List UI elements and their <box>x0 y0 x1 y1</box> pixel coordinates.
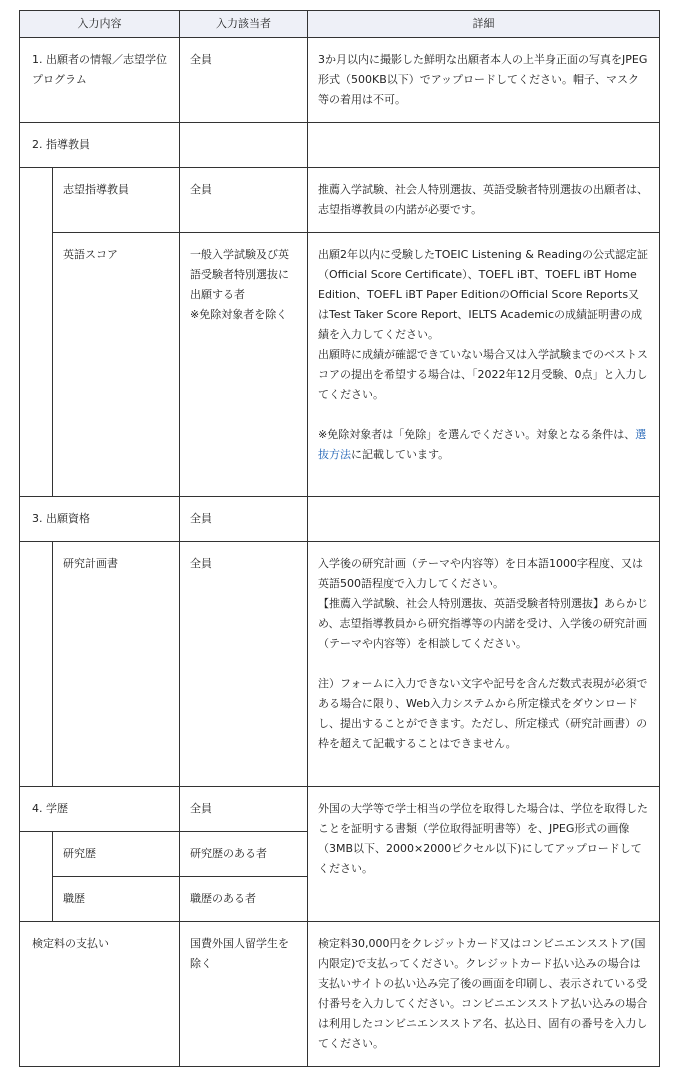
detail-cell <box>308 497 660 542</box>
target-cell: 全員 <box>180 787 308 832</box>
table-header-row <box>20 11 660 38</box>
table-row <box>20 922 660 1067</box>
header-target: 入力該当者 <box>180 11 308 38</box>
table-row <box>20 38 660 123</box>
item-education: 4. 学歴 <box>20 787 180 832</box>
indent-spacer <box>20 168 53 233</box>
detail-cell <box>308 233 660 497</box>
research-plan-detail-2: 【推薦入学試験、社会人特別選抜、英語受験者特別選抜】あらかじめ、志望指導教員から研究指導等の内諾を受け、入学後の研究計画（テーマや内容等）を相談してください。 <box>318 597 648 650</box>
table-row <box>20 233 660 497</box>
target-english-eligibility: 一般入学試験及び英語受験者特別選抜に出願する者 <box>190 248 289 301</box>
research-plan-detail-3: 注）フォームに入力できない文字や記号を含んだ数式表現が必須である場合に限り、Web入力システムから所定様式をダウンロードし、提出することができます。ただし、所定様式（研究計画書）の枠を超えて記載することはできません。 <box>318 677 648 750</box>
target-cell <box>180 233 308 497</box>
detail-cell: 推薦入学試験、社会人特別選抜、英語受験者特別選抜の出願者は、志望指導教員の内諾が必要です。 <box>308 168 660 233</box>
target-cell: 全員 <box>180 38 308 123</box>
indent-spacer <box>20 877 53 922</box>
item-exam-fee: 検定料の支払い <box>20 922 180 1067</box>
detail-cell: 3か月以内に撮影した鮮明な出願者本人の上半身正面の写真をJPEG形式（500KB以下）でアップロードしてください。帽子、マスク等の着用は不可。 <box>308 38 660 123</box>
application-requirements-table <box>19 10 660 1067</box>
research-plan-detail-1: 入学後の研究計画（テーマや内容等）を日本語1000字程度、又は英語500語程度で入力してください。 <box>318 557 643 590</box>
detail-cell <box>308 123 660 168</box>
target-cell: 全員 <box>180 168 308 233</box>
item-english-score: 英語スコア <box>53 233 180 497</box>
item-qualification: 3. 出願資格 <box>20 497 180 542</box>
target-cell <box>180 123 308 168</box>
english-score-detail-3 <box>318 425 649 465</box>
target-cell: 国費外国人留学生を除く <box>180 922 308 1067</box>
detail-cell: 外国の大学等で学士相当の学位を取得した場合は、学位を取得したことを証明する書類（学位取得証明書等）を、JPEG形式の画像（3MB以下、2000×2000ピクセル以下)にしてアップロードしてください。 <box>308 787 660 922</box>
indent-spacer <box>20 542 53 787</box>
indent-spacer <box>20 233 53 497</box>
detail-cell: 検定料30,000円をクレジットカード又はコンビニエンスストア(国内限定)で支払ってください。クレジットカード払い込みの場合は支払いサイトの払い込み完了後の画面を印刷し、表示されている受付番号を入力してください。コンビニエンスストア払い込みの場合は利用したコンビニエンスストア名、払込日、固有の番号を入力してください。 <box>308 922 660 1067</box>
english-score-detail-2: 出願時に成績が確認できていない場合又は入学試験までのベストスコアの提出を希望する場合は、「2022年12月受験、0点」と入力してください。 <box>318 348 648 401</box>
header-detail: 詳細 <box>308 11 660 38</box>
detail-cell <box>308 542 660 787</box>
target-cell: 全員 <box>180 497 308 542</box>
item-research-plan: 研究計画書 <box>53 542 180 787</box>
exemption-text-end: に記載しています。 <box>351 448 450 461</box>
target-cell: 全員 <box>180 542 308 787</box>
item-applicant-info: 1. 出願者の情報／志望学位プログラム <box>20 38 180 123</box>
indent-spacer <box>20 832 53 877</box>
item-advisor: 志望指導教員 <box>53 168 180 233</box>
table-row <box>20 542 660 787</box>
exemption-text: ※免除対象者は「免除」を選んでください。対象となる条件は、 <box>318 428 636 441</box>
item-advisor-section: 2. 指導教員 <box>20 123 180 168</box>
target-cell: 研究歴のある者 <box>180 832 308 877</box>
header-input-content: 入力内容 <box>20 11 180 38</box>
selection-method-link[interactable]: 選抜方法 <box>318 428 647 461</box>
table-row <box>20 123 660 168</box>
table-row <box>20 787 660 832</box>
table-row <box>20 497 660 542</box>
target-cell: 職歴のある者 <box>180 877 308 922</box>
english-score-detail-1: 出願2年以内に受験したTOEIC Listening & Readingの公式認定証（Official Score Certificate）、TOEFL iBT、TOEFL iBT Home Edition、TOEFL iBT Paper EditionのOfficial Score Reports又はTest Taker Score Report、IELTS Academicの成績証明書の成績を入力してください。 <box>318 248 648 341</box>
table-row <box>20 168 660 233</box>
item-research-history: 研究歴 <box>53 832 180 877</box>
target-exemption-note: ※免除対象者を除く <box>190 308 288 321</box>
item-work-history: 職歴 <box>53 877 180 922</box>
